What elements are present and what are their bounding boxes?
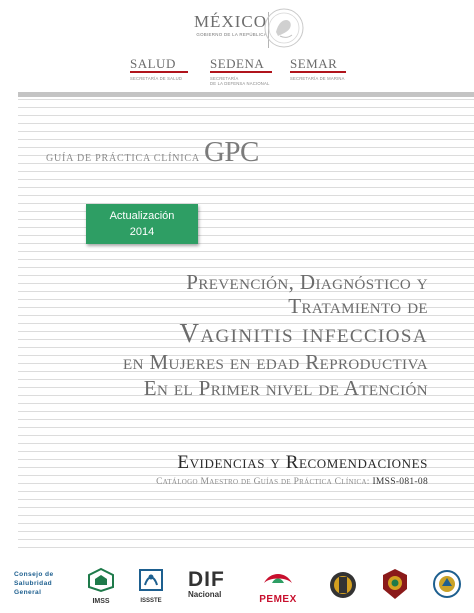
dif-mark: DIF xyxy=(188,568,225,591)
footer-logos xyxy=(0,555,474,613)
agency-underline xyxy=(210,71,272,73)
agency-name: SALUD xyxy=(130,56,176,71)
issste-emblem-icon xyxy=(136,567,166,593)
update-label: Actualización xyxy=(109,210,175,222)
logo-label: PEMEX xyxy=(259,594,297,605)
imss-emblem-icon xyxy=(86,567,116,593)
agency-underline xyxy=(130,71,188,73)
council-text: Consejo de xyxy=(14,571,54,578)
update-year: 2014 xyxy=(129,226,155,238)
update-badge xyxy=(86,204,198,244)
dif-sub: Nacional xyxy=(188,590,222,599)
council-text: Salubridad xyxy=(14,580,53,587)
state-seal-logo xyxy=(432,567,462,606)
agency-subtitle: SECRETARÍA DE MARINA xyxy=(290,76,345,81)
imss-logo xyxy=(86,567,116,605)
logo-label: ISSSTE xyxy=(140,598,162,604)
agency-subtitle: SECRETARÍA xyxy=(210,76,239,81)
government-header xyxy=(0,0,474,92)
government-label: GOBIERNO DE LA REPÚBLICA xyxy=(196,32,267,37)
logo-label: IMSS xyxy=(92,598,110,605)
mexico-wordmark xyxy=(172,12,267,37)
agency-underline xyxy=(290,71,346,73)
issste-logo xyxy=(136,567,166,604)
agency-semar xyxy=(290,56,345,81)
seal-icon xyxy=(432,567,462,601)
agency-name: SEMAR xyxy=(290,56,338,71)
country-name: MÉXICO xyxy=(193,12,267,31)
army-crest-icon xyxy=(328,569,358,601)
title-line: Prevención, Diagnóstico y xyxy=(186,270,428,294)
council-text: General xyxy=(14,589,42,596)
title-line: en Mujeres en edad Reproductiva xyxy=(123,350,428,374)
agency-subtitle: DE LA DEFENSA NACIONAL xyxy=(210,81,270,86)
agency-salud xyxy=(130,56,182,81)
marina-crest-logo xyxy=(380,567,410,606)
catalog-reference xyxy=(156,477,428,487)
guide-label: GUÍA DE PRÁCTICA CLÍNICA xyxy=(46,153,200,164)
pemex-logo xyxy=(258,567,298,605)
catalog-label: Catálogo Maestro de Guías de Práctica Clínica: xyxy=(156,477,370,487)
title-line-main: Vaginitis infecciosa xyxy=(179,318,428,348)
sedena-crest-logo xyxy=(328,569,358,606)
guide-heading xyxy=(46,136,259,166)
guide-acronym: GPC xyxy=(203,136,259,168)
agency-subtitle: SECRETARÍA DE SALUD xyxy=(130,76,183,81)
national-seal-icon xyxy=(262,6,306,50)
pemex-eagle-icon xyxy=(258,567,298,589)
section-title: Evidencias y Recomendaciones xyxy=(177,452,428,473)
catalog-code: IMSS-081-08 xyxy=(372,477,428,487)
navy-crest-icon xyxy=(380,567,410,601)
title-line: En el Primer nivel de Atención xyxy=(143,376,428,400)
cover-top-bar xyxy=(18,92,474,97)
agency-name: SEDENA xyxy=(210,56,265,71)
dif-logo xyxy=(188,569,225,599)
council-logo xyxy=(14,570,54,597)
title-line: Tratamiento de xyxy=(288,294,428,318)
